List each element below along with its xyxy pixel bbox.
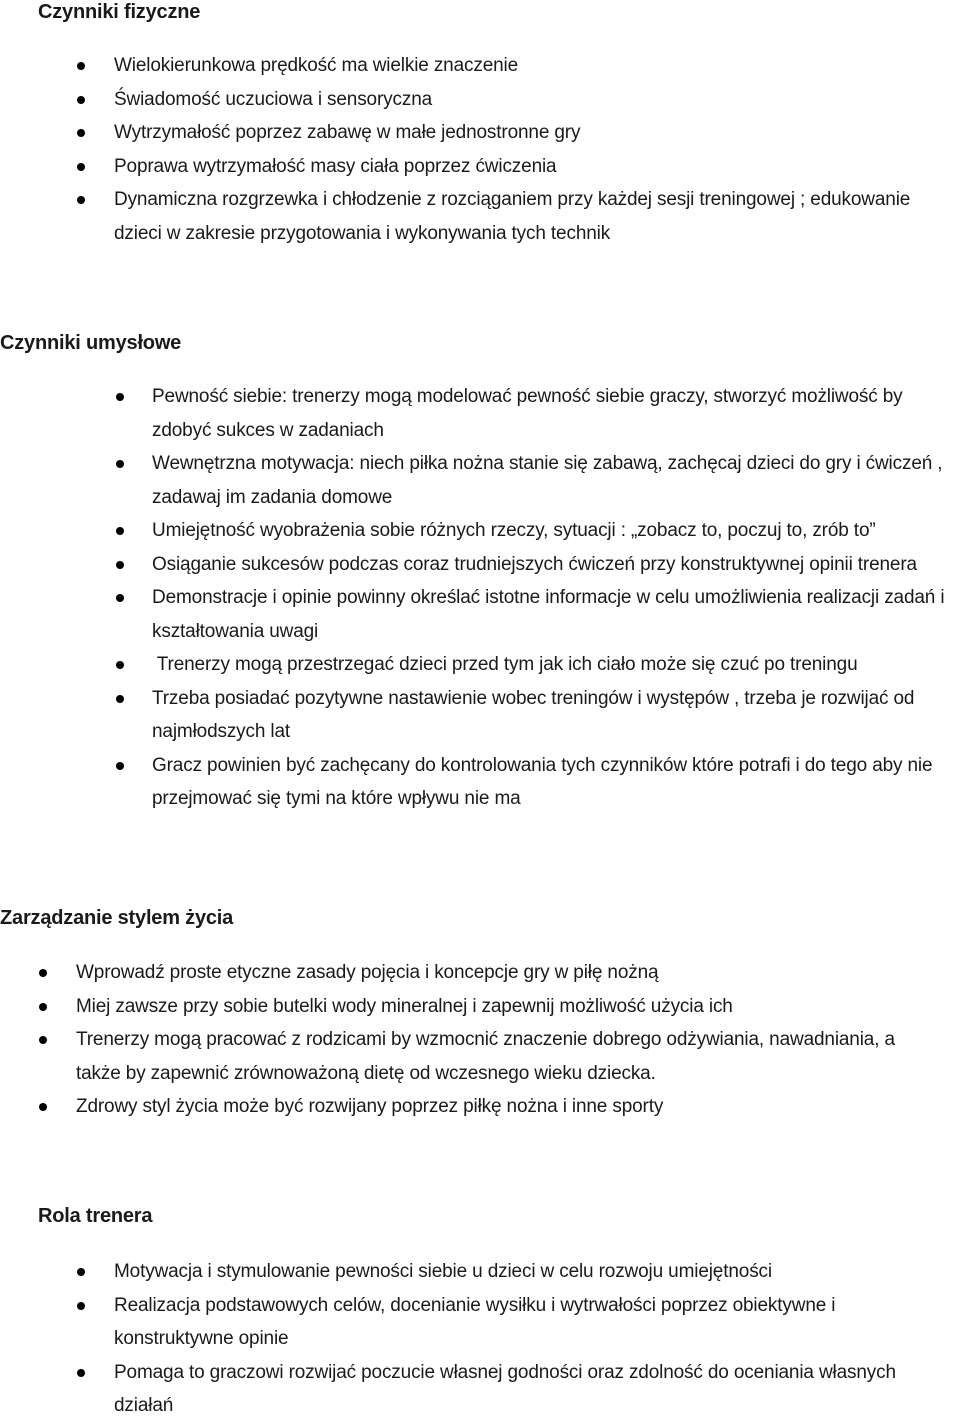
list-item — [152, 648, 957, 682]
list-item — [114, 1289, 950, 1356]
list-item-text: Demonstracje i opinie powinny określać istotne informacje w celu umożliwienia realizacji zadań i kształtowania uwagi — [152, 587, 945, 642]
bullet-list-zarzadzanie-stylem-zycia — [76, 956, 936, 1124]
bullet-icon — [116, 695, 124, 703]
bullet-icon — [116, 460, 124, 468]
bullet-icon — [116, 762, 124, 770]
list-item-text: Trzeba posiadać pozytywne nastawienie wobec treningów i występów , trzeba je rozwijać od najmłodszych lat — [152, 687, 915, 742]
bullet-icon — [77, 1268, 85, 1276]
list-item-text: Wytrzymałość poprzez zabawę w małe jednostronne gry — [114, 122, 581, 143]
list-item — [114, 49, 934, 83]
list-item-text: Wewnętrzna motywacja: niech piłka nożna stanie się zabawą, zachęcaj dzieci do gry i ćwiczeń , zadawaj im zadania domowe — [152, 453, 943, 508]
list-item — [114, 1255, 950, 1289]
list-item-text: Miej zawsze przy sobie butelki wody mineralnej i zapewnij możliwość użycia ich — [76, 995, 733, 1017]
list-item — [76, 1023, 936, 1090]
list-item — [76, 990, 936, 1024]
bullet-icon — [77, 1302, 85, 1310]
list-item-text: Trenerzy mogą pracować z rodzicami by wzmocnić znaczenie dobrego odżywiania, nawadniania, a także by zapewnić zrównoważoną dietę od wczesnego wieku dziecka. — [76, 1029, 895, 1084]
list-item-text: Dynamiczna rozgrzewka i chłodzenie z rozciąganiem przy każdej sesji treningowej ; edukowanie dzieci w zakresie przygotowania i wykonywania tych technik — [114, 189, 911, 244]
list-item — [114, 83, 934, 117]
list-item — [152, 581, 957, 648]
section-heading-rola-trenera: Rola trenera — [38, 1205, 153, 1227]
section-heading-zarzadzanie-stylem-zycia: Zarządzanie stylem życia — [0, 907, 234, 929]
bullet-icon — [116, 393, 124, 401]
bullet-icon — [77, 96, 85, 104]
bullet-icon — [77, 163, 85, 171]
list-item-text: Realizacja podstawowych celów, docenianie wysiłku i wytrwałości poprzez obiektywne i konstruktywne opinie — [114, 1294, 836, 1349]
list-item — [152, 682, 957, 749]
list-item-text: Wielokierunkowa prędkość ma wielkie znaczenie — [114, 55, 519, 76]
list-item — [114, 116, 934, 150]
bullet-icon — [77, 129, 85, 137]
list-item-text: Świadomość uczuciowa i sensoryczna — [114, 88, 433, 110]
list-item — [152, 447, 957, 514]
list-item — [114, 183, 934, 250]
list-item-text: Pewność siebie: trenerzy mogą modelować pewność siebie graczy, stworzyć możliwość by zdobyć sukces w zadaniach — [152, 386, 903, 441]
list-item-text: Osiąganie sukcesów podczas coraz trudniejszych ćwiczeń przy konstruktywnej opinii trenera — [152, 553, 917, 575]
list-item — [152, 514, 957, 548]
list-item-text: Poprawa wytrzymałość masy ciała poprzez ćwiczenia — [114, 155, 557, 177]
list-item-text: Trenerzy mogą przestrzegać dzieci przed tym jak ich ciało może się czuć po treningu — [152, 654, 858, 675]
list-item — [76, 956, 936, 990]
bullet-list-rola-trenera — [114, 1255, 950, 1423]
list-item — [114, 150, 934, 184]
bullet-icon — [116, 527, 124, 535]
bullet-icon — [77, 1369, 85, 1377]
bullet-icon — [39, 969, 47, 977]
list-item — [152, 548, 957, 582]
list-item-text: Gracz powinien być zachęcany do kontrolowania tych czynników które potrafi i do tego aby nie przejmować się tymi na które wpływu nie ma — [152, 754, 933, 809]
list-item — [76, 1090, 936, 1124]
section-heading-czynniki-umyslowe: Czynniki umysłowe — [0, 332, 182, 354]
list-item — [152, 749, 957, 816]
list-item-text: Motywacja i stymulowanie pewności siebie u dzieci w celu rozwoju umiejętności — [114, 1261, 772, 1282]
list-item-text: Umiejętność wyobrażenia sobie różnych rzeczy, sytuacji : „zobacz to, poczuj to, zrób to” — [152, 520, 876, 541]
bullet-icon — [77, 62, 85, 70]
list-item — [152, 380, 957, 447]
bullet-icon — [39, 1103, 47, 1111]
bullet-icon — [116, 561, 124, 569]
list-item — [114, 1356, 950, 1423]
bullet-icon — [39, 1003, 47, 1011]
list-item-text: Zdrowy styl życia może być rozwijany poprzez piłkę nożna i inne sporty — [76, 1096, 664, 1117]
bullet-list-czynniki-fizyczne — [114, 49, 934, 250]
bullet-list-czynniki-umyslowe — [152, 380, 957, 816]
section-heading-czynniki-fizyczne: Czynniki fizyczne — [38, 1, 201, 23]
bullet-icon — [116, 594, 124, 602]
bullet-icon — [39, 1036, 47, 1044]
bullet-icon — [116, 661, 124, 669]
bullet-icon — [77, 196, 85, 204]
list-item-text: Pomaga to graczowi rozwijać poczucie własnej godności oraz zdolność do oceniania własnych działań — [114, 1361, 896, 1416]
list-item-text: Wprowadź proste etyczne zasady pojęcia i koncepcje gry w piłę nożną — [76, 962, 659, 983]
